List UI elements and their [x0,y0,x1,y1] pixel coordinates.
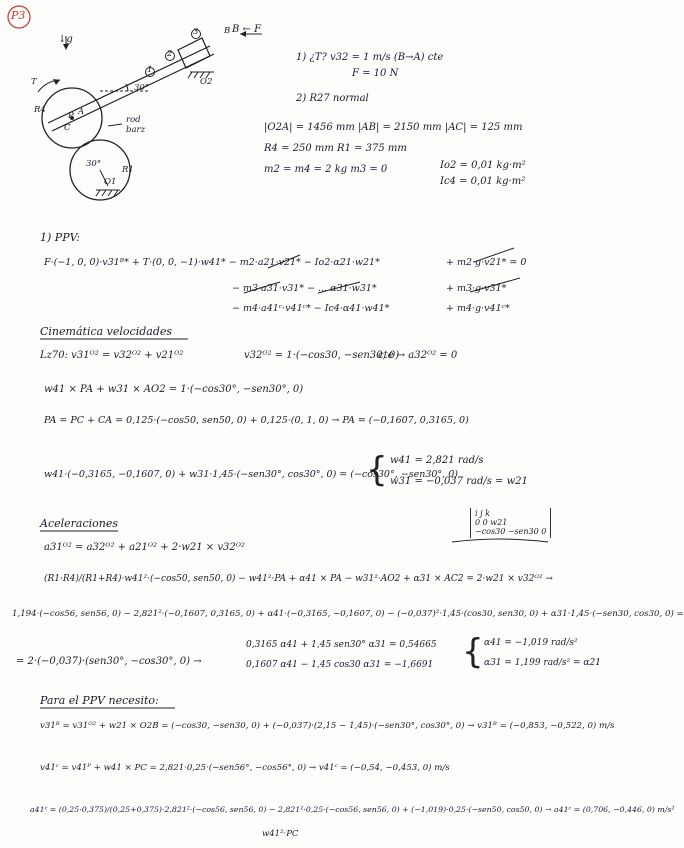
point-A: A [78,107,85,117]
angle-label: 30° [134,83,150,93]
ppv-needs-heading: Para el PPV necesito: [40,694,159,707]
point-P: P [68,111,74,121]
ppv-heading: 1) PPV: [40,231,81,244]
gravity-label: ↓g [58,34,73,45]
kin-line-3: PA = PC + CA = 0,125·(−cos50, sen50, 0) + 0,125·(0, 1, 0) → PA = (−0,1607, 0,3165, 0) [44,415,469,426]
kin-result-w31: w31 = −0,037 rad/s = w21 [390,476,528,487]
acc-result-brace: { [462,632,484,672]
acc-line-4: = 2·(−0,037)·(sen30°, −cos30°, 0) → [16,656,202,667]
angle-label-2: 30° [86,159,102,169]
acc-line-6: 0,1607 α41 − 1,45 cos30 α31 = −1,6691 [246,660,434,670]
given-line-7: Ic4 = 0,01 kg·m² [440,176,526,187]
kin-line-1b: v32ᴼ² = 1·(−cos30, −sen30, 0) [244,350,400,361]
ppv-eq-3a: − m4·a41ᶜ·v41ᶜ* − Ic4·α41·w41* [232,303,390,314]
given-line-2: 2) R27 normal [296,93,369,104]
kin-line-1a: Lz70: v31ᴼ² = v32ᴼ² + v21ᴼ² [40,350,184,361]
given-line-5: m2 = m4 = 2 kg m3 = 0 [264,164,388,175]
kin-result-w41: w41 = 2,821 rad/s [390,455,484,466]
kin-line-4: w41·(−0,3165, −0,1607, 0) + w31·1,45·(−sen30°, cos30°, 0) = (−cos30°, −sen30°, 0) [44,469,458,480]
point-C: C [64,123,71,133]
kin-line-2: w41 × PA + w31 × AO2 = 1·(−cos30°, −sen30°, 0) [44,384,304,395]
acc-line-2: (R1·R4)/(R1+R4)·w41²·(−cos50, sen50, 0) − w41²·PA + α41 × PA − w31²·AO2 + α31 × AC2 = 2·w21 × v32ᴼ² → [44,574,553,584]
acc-line-5: 0,3165 α41 + 1,45 sen30° α31 = 0,54665 [246,640,437,650]
acc-line-1: a31ᴼ² = a32ᴼ² + a21ᴼ² + 2·w21 × v32ᴼ² [44,542,245,553]
acceleration-heading: Aceleraciones [40,517,118,530]
rod-label: rod barz [126,115,146,135]
ppv-eq-1a: F·(−1, 0, 0)·v31ᴮ* + T·(0, 0, −1)·w41* − m2·a21·v21* − Io2·α21·w21* [44,257,380,268]
point-T: T [31,77,37,87]
need-line-3-note: w41²·PC [262,829,299,839]
given-line-1: 1) ¿T? v32 = 1 m/s (B→A) cte [296,52,444,63]
point-R1: R1 [122,165,134,175]
ppv-eq-2a: − m3·a31·v31* − ... α31·w31* [232,283,377,294]
result-brace: { [366,450,388,490]
body-number-2: 2 [167,49,173,59]
cross-product-determinant [470,508,551,538]
given-line-4: R4 = 250 mm R1 = 375 mm [264,143,407,154]
point-O1: O1 [104,177,117,187]
given-line-6: Io2 = 0,01 kg·m² [440,160,526,171]
kin-line-1c: cte → a32ᴼ² = 0 [378,350,458,361]
acc-result-alpha41: α41 = −1,019 rad/s² [484,638,578,648]
given-line-1b: F = 10 N [352,68,399,79]
ppv-eq-2b: + m3·g·v31* [446,283,507,294]
kinematics-heading: Cinemática velocidades [40,325,173,338]
force-label: B ← F [232,24,262,35]
need-line-3: a41ᶜ = (0,25·0,375)/(0,25+0,375)·2,821²·(−cos56, sen56, 0) − 2,821²·0,25·(−cos56, sen56, 0) + (−1,019)·0,25·(−sen50, cos50, 0) → a41ᶜ = (0,706, −0,446, 0) m/s² [30,805,675,814]
point-O2: O2 [200,77,213,87]
point-R4: R4 [34,105,46,115]
ppv-eq-1b: + m2·g·v21* = 0 [446,257,527,268]
need-line-2: v41ᶜ = v41ᴾ + w41 × PC = 2,821·0,25·(−sen56°, −cos56°, 0) → v41ᶜ = (−0,54, −0,453, 0) m/s [40,763,450,773]
ppv-eq-3b: + m4·g·v41ᶜ* [446,303,510,314]
det-row-2: 0 0 w21 [475,518,508,528]
page-badge: P3 [11,9,26,22]
body-number-1: 1 [147,65,153,75]
acc-result-alpha31: α31 = 1,199 rad/s² = α21 [484,658,601,668]
point-B: B [224,26,231,36]
need-line-1: v31ᴮ = v31ᴼ² + w21 × O2B = (−cos30, −sen30, 0) + (−0,037)·(2,15 − 1,45)·(−sen30°, cos30°, 0) → v31ᴮ = (−0,853, −0,522, 0) m/s [40,721,615,731]
acc-line-3: 1,194·(−cos56, sen56, 0) − 2,821²·(−0,1607, 0,3165, 0) + α41·(−0,3165, −0,1607, 0) − (−0,037)²·1,45·(cos30, sen30, 0) + α31·1,45·(−sen30, cos30, 0) = [12,609,684,619]
det-row-3: −cos30 −sen30 0 [475,527,547,537]
given-line-3: |O2A| = 1456 mm |AB| = 2150 mm |AC| = 125 mm [264,122,523,133]
body-number-3: 3 [193,27,199,37]
det-row-1: i j k [475,509,490,518]
